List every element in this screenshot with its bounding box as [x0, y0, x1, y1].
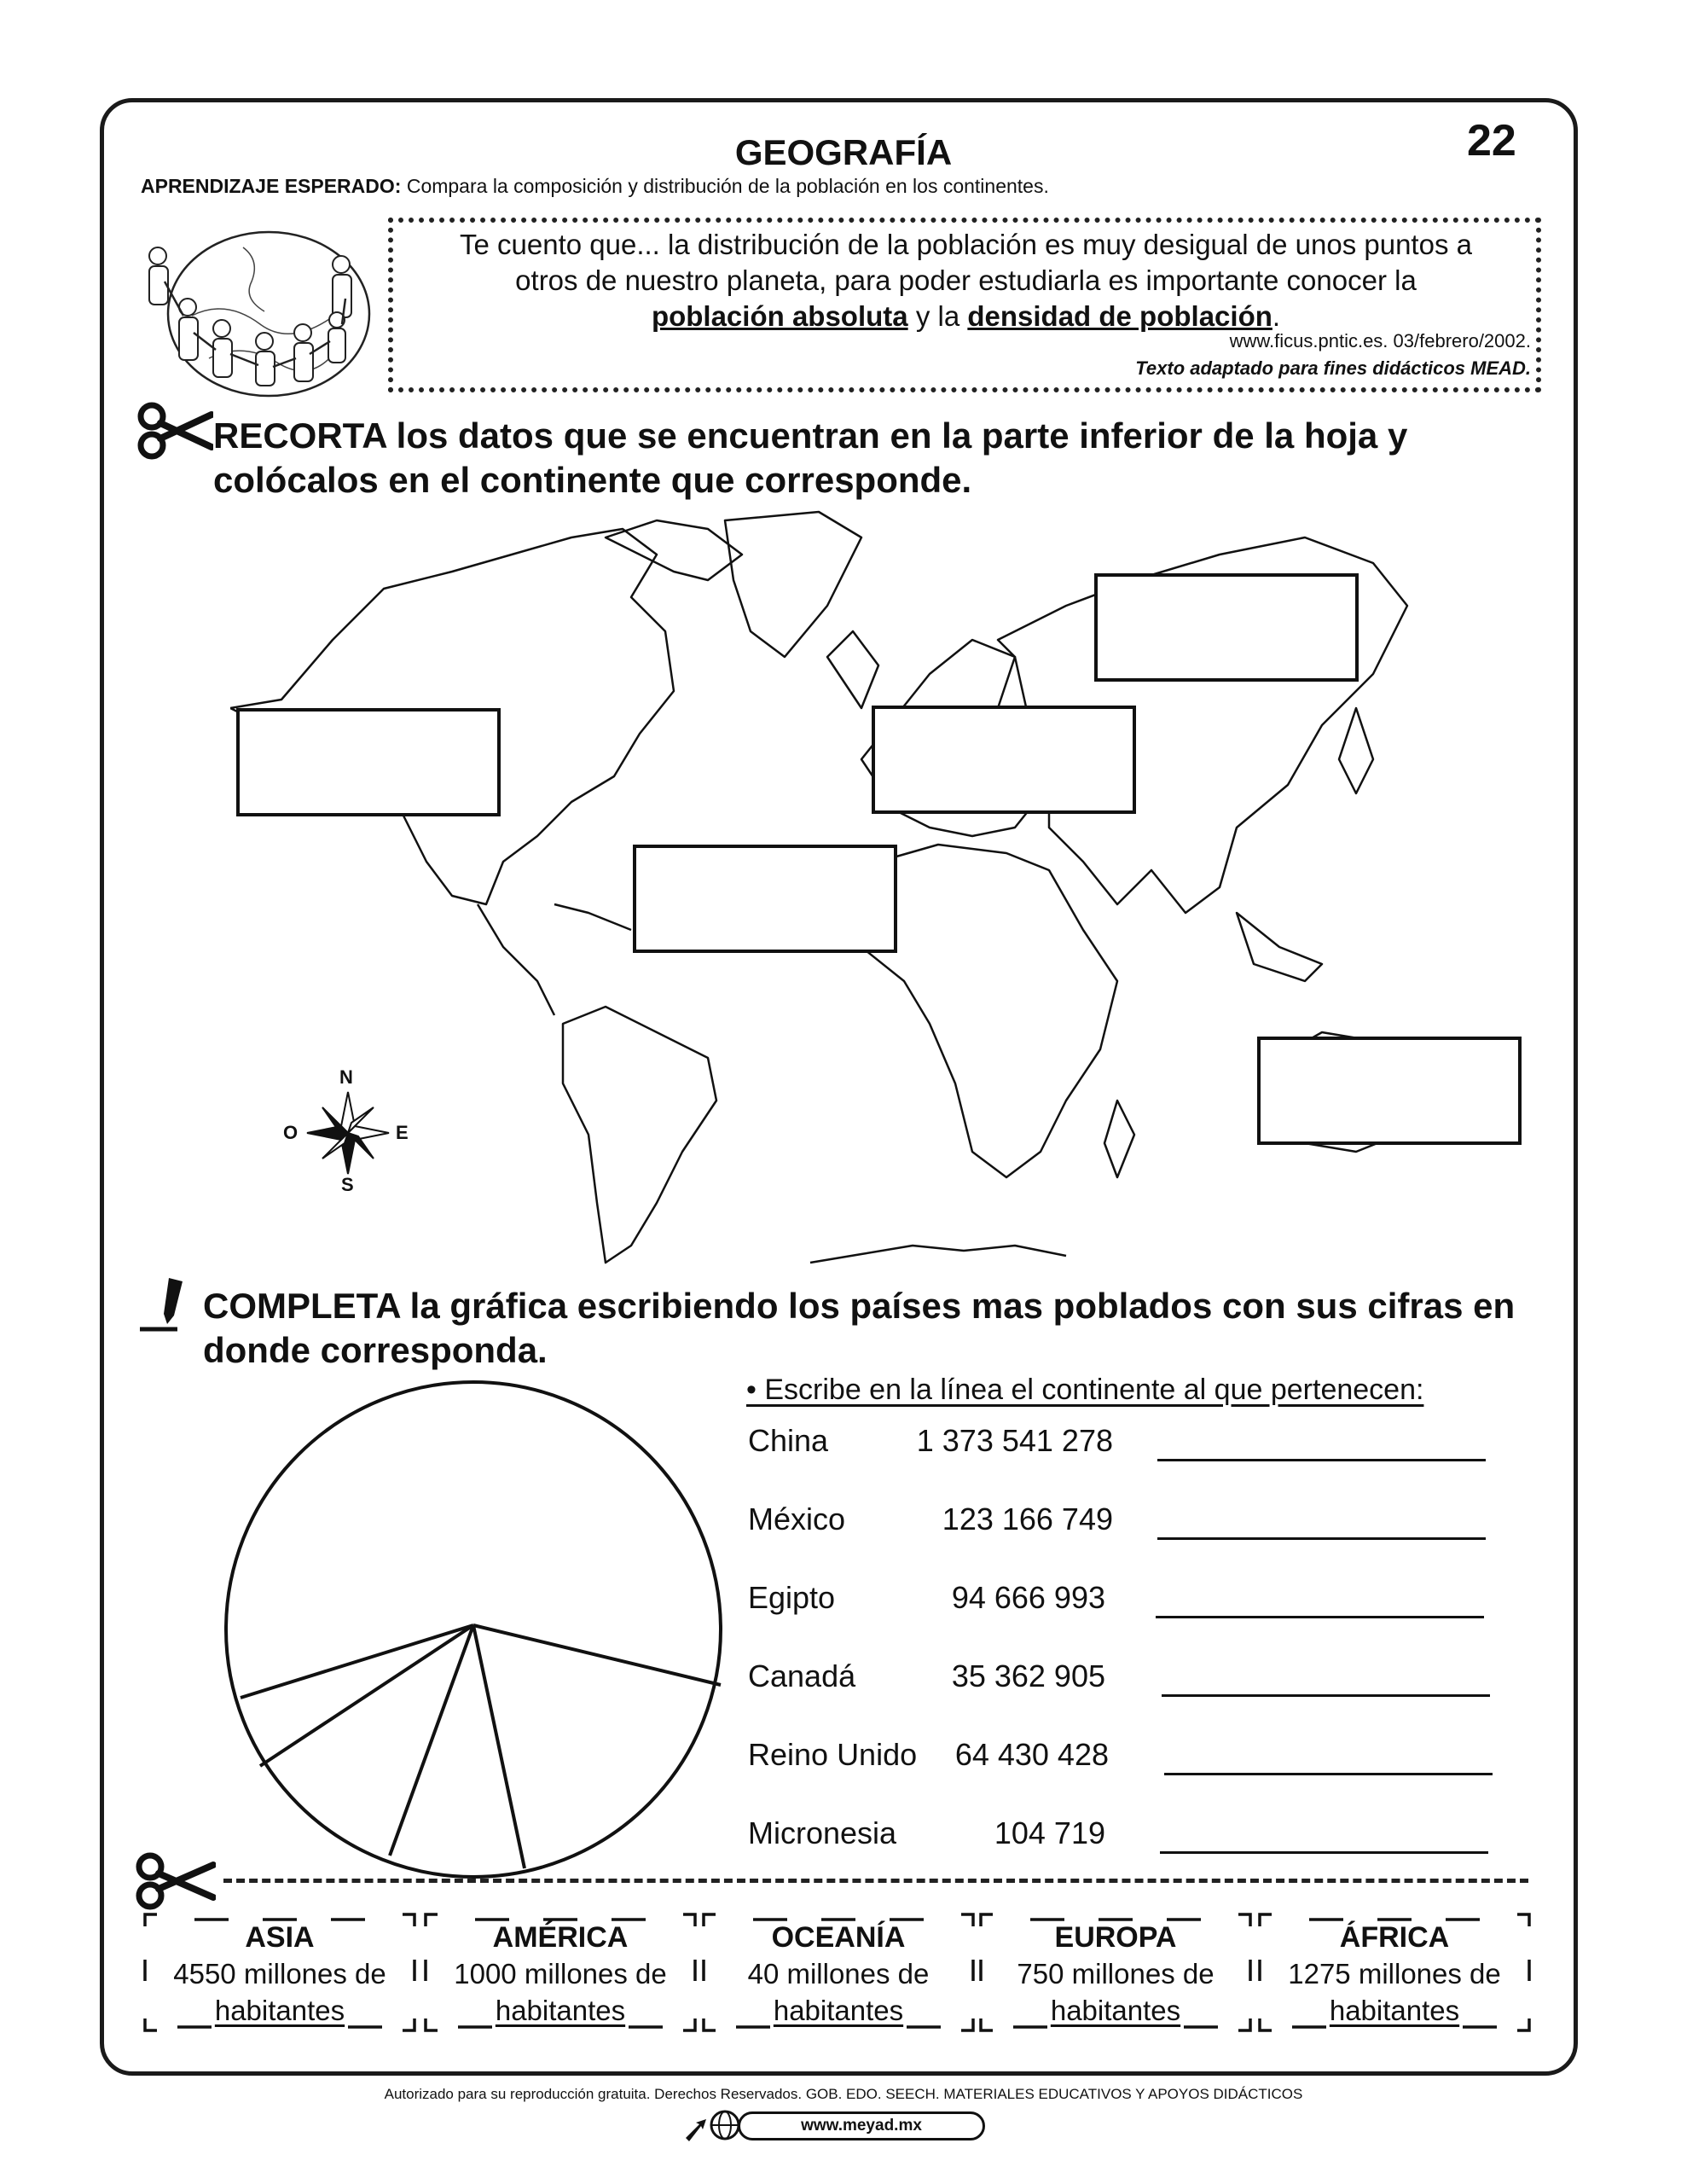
compass-rose — [281, 1066, 418, 1199]
expected-text: Compara la composición y distribución de la población en los continentes. — [406, 175, 1049, 197]
country-population: 123 166 749 — [942, 1502, 1113, 1536]
continent-answer-line[interactable] — [1157, 1537, 1486, 1540]
country-name: Reino Unido — [748, 1737, 918, 1772]
country-population: 35 362 905 — [951, 1658, 1105, 1693]
map-label-box-oceania[interactable] — [1257, 1037, 1522, 1145]
cutout-continent: ÁFRICA — [1339, 1921, 1450, 1954]
cutout-card-oceanía[interactable] — [702, 1913, 975, 2032]
continent-answer-line[interactable] — [1160, 1851, 1488, 1854]
compass-south: S — [341, 1174, 354, 1195]
south-america-outline — [563, 1007, 716, 1263]
story-line-3 — [409, 299, 1522, 334]
continent-answer-line[interactable] — [1162, 1694, 1490, 1697]
footer-rights: Autorizado para su reproducción gratuita. Derechos Reservados. GOB. EDO. SEECH. MATERIALES EDUCATIVOS Y APOYOS DIDÁCTICOS — [384, 2086, 1303, 2102]
website-link[interactable]: www.meyad.mx — [738, 2111, 985, 2140]
map-label-box-asia[interactable] — [1094, 573, 1359, 682]
antarctica-outline — [810, 1246, 1066, 1263]
cutout-card-áfrica[interactable] — [1258, 1913, 1531, 2032]
scissors-icon — [136, 401, 213, 461]
story-adapted-note: Texto adaptado para fines didácticos MEAD. — [1135, 357, 1531, 379]
country-name: México — [748, 1502, 846, 1536]
globe-children-icon — [141, 213, 371, 399]
country-name: Micronesia — [748, 1815, 897, 1850]
scissors-icon — [135, 1851, 216, 1911]
countries-heading: • Escribe en la línea el continente al que pertenecen: — [746, 1374, 1424, 1406]
cutout-population-unit: habitantes — [495, 1995, 626, 2026]
cutout-card-américa[interactable] — [424, 1913, 697, 2032]
continent-answer-line[interactable] — [1156, 1616, 1484, 1618]
story-connector: y la — [915, 300, 960, 332]
cutout-population: 1000 millones de — [454, 1958, 667, 1989]
cutout-continent: AMÉRICA — [492, 1921, 629, 1954]
cut-line — [223, 1879, 1528, 1883]
expected-label: APRENDIZAJE ESPERADO: — [141, 175, 402, 197]
cutout-population-unit: habitantes — [1329, 1995, 1460, 2026]
country-name: Egipto — [748, 1580, 836, 1615]
pencil-icon — [135, 1271, 196, 1333]
expected-learning — [141, 175, 1049, 198]
compass-west: O — [283, 1122, 299, 1143]
country-population: 104 719 — [994, 1815, 1105, 1850]
term-absolute-population: población absoluta — [651, 300, 908, 332]
story-text — [409, 227, 1522, 334]
cutout-population-unit: habitantes — [214, 1995, 345, 2026]
country-name: China — [748, 1423, 829, 1458]
story-line-2: otros de nuestro planeta, para poder estudiarla es importante conocer la — [515, 264, 1417, 296]
compass-north: N — [339, 1066, 353, 1088]
cutout-population-unit: habitantes — [773, 1995, 904, 2026]
cutout-card-europa[interactable] — [979, 1913, 1252, 2032]
cutout-card-asia[interactable] — [143, 1913, 416, 2032]
story-source: www.ficus.pntic.es. 03/febrero/2002. — [1229, 330, 1531, 351]
country-population: 1 373 541 278 — [916, 1423, 1113, 1458]
cut-instruction: RECORTA los datos que se encuentran en la parte inferior de la hoja y colócalos en el continente que corresponde. — [213, 415, 1408, 500]
page-title: GEOGRAFÍA — [734, 132, 953, 172]
story-line-1: Te cuento que... la distribución de la población es muy desigual de unos puntos a — [460, 229, 1472, 260]
compass-east: E — [396, 1122, 409, 1143]
map-label-box-america[interactable] — [236, 708, 501, 816]
complete-instruction: COMPLETA la gráfica escribiendo los países mas poblados con sus cifras en donde corresponda. — [203, 1286, 1516, 1370]
cutout-population: 750 millones de — [1017, 1958, 1215, 1989]
story-end: . — [1272, 300, 1281, 332]
greenland-outline — [725, 512, 861, 657]
term-population-density: densidad de población — [967, 300, 1272, 332]
blank-pie-chart[interactable] — [222, 1378, 725, 1881]
country-population: 94 666 993 — [951, 1580, 1105, 1615]
cutout-continent: ASIA — [245, 1921, 315, 1954]
cutout-population: 1275 millones de — [1288, 1958, 1501, 1989]
cutout-continent: EUROPA — [1054, 1921, 1177, 1954]
map-label-box-africa[interactable] — [633, 845, 897, 953]
page-number: 22 — [1467, 116, 1516, 166]
country-name: Canadá — [748, 1658, 856, 1693]
cutout-population: 4550 millones de — [173, 1958, 386, 1989]
cutout-continent: OCEANÍA — [771, 1921, 906, 1954]
continent-answer-line[interactable] — [1164, 1773, 1493, 1775]
cutout-population-unit: habitantes — [1050, 1995, 1181, 2026]
country-population: 64 430 428 — [954, 1737, 1109, 1772]
cursor-globe-icon — [682, 2107, 742, 2143]
map-label-box-europe[interactable] — [872, 706, 1136, 814]
continent-answer-line[interactable] — [1157, 1459, 1486, 1461]
cutout-population: 40 millones de — [747, 1958, 930, 1989]
